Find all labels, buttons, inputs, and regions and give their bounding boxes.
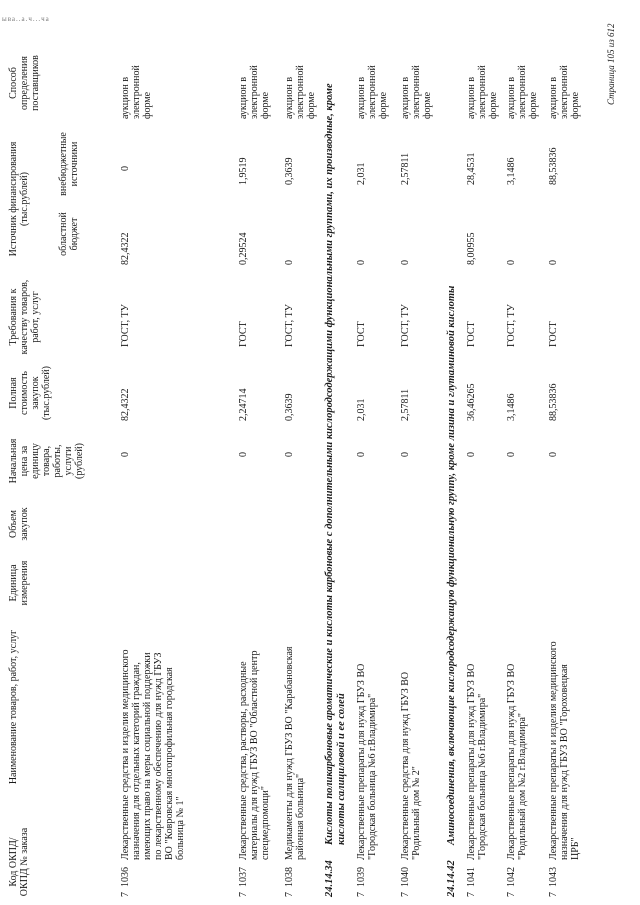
section-code: 24.14.34 [324, 860, 335, 897]
header-code: Код ОКПД/ ОКПД № заказа [8, 827, 30, 897]
row-number: 1037 [238, 867, 249, 887]
row-prefix: 7 [466, 892, 477, 897]
row-regional: 0 [548, 260, 559, 265]
row-price: 0 [284, 452, 295, 457]
header-req: Требования к качеству товаров, работ, услуг [8, 279, 41, 355]
row-regional: 0,29524 [238, 232, 249, 265]
row-number: 1036 [120, 867, 131, 887]
row-regional: 8,00955 [466, 232, 477, 265]
row-price: 0 [548, 452, 559, 457]
header-name: Наименование товаров, работ, услуг [8, 629, 19, 785]
row-price: 0 [238, 452, 249, 457]
header-price: Начальная цена за единицу товара, работы, услуги (рублей) [8, 438, 85, 484]
section-text: Аминосоединения, включающие кислородсодержащую функциональную группу, кроме лизина и глутаминовой кислоты [446, 285, 457, 845]
row-number: 1042 [506, 867, 517, 887]
row-number: 1041 [466, 867, 477, 887]
row-req: ГОСТ, ТУ [120, 304, 131, 347]
row-req: ГОСТ [356, 321, 367, 347]
row-total: 36,46265 [466, 383, 477, 421]
row-total: 82,4322 [120, 388, 131, 421]
row-prefix: 7 [506, 892, 517, 897]
row-regional: 0 [284, 260, 295, 265]
row-name: Лекарственные средства для нужд ГБУЗ ВО "Родильный дом № 2" [400, 671, 422, 860]
row-regional: 82,4322 [120, 232, 131, 265]
row-method: аукцион в электронной форме [400, 65, 433, 119]
row-price: 0 [120, 452, 131, 457]
row-req: ГОСТ [238, 321, 249, 347]
row-prefix: 7 [120, 892, 131, 897]
scan-noise: ыва..а.ч...ча [2, 15, 50, 23]
row-name: Медикаменты для нужд ГБУЗ ВО "Карабановская районная больница" [284, 646, 306, 860]
section-text: Кислоты поликарбоновые ароматические и кислоты карбоновые с дополнительными кислородсодержащими функциональными группами, их производные, кроме кислоты салициловой и ее солей [324, 83, 347, 845]
header-extra: внебюджетные источники [58, 132, 80, 196]
row-extra: 1,9519 [238, 157, 249, 185]
row-name: Лекарственные средства, растворы, расходные материалы для нужд ГБУЗ ВО "Областной центр спецмедпомощи" [238, 650, 271, 860]
row-number: 1039 [356, 867, 367, 887]
page-number: Страница 105 из 612 [606, 23, 616, 105]
row-price: 0 [356, 452, 367, 457]
row-number: 1038 [284, 867, 295, 887]
header-unit: Единица измерения [8, 560, 30, 606]
row-req: ГОСТ, ТУ [506, 304, 517, 347]
row-number: 1043 [548, 867, 559, 887]
row-total: 0,3639 [284, 393, 295, 421]
row-regional: 0 [356, 260, 367, 265]
row-price: 0 [400, 452, 411, 457]
row-extra: 0 [120, 166, 131, 171]
row-method: аукцион в электронной форме [238, 65, 271, 119]
row-name: Лекарственные средства и изделия медицинского назначения для отдельных категорий граждан, имеющих право на меры социальной поддержки по лекарственному обеспечению для нужд ГБУЗ ВО "Ковровская многопрофильная городская больница № 1" [120, 649, 186, 860]
row-total: 2,031 [356, 398, 367, 421]
row-total: 2,57811 [400, 388, 411, 421]
row-req: ГОСТ [466, 321, 477, 347]
row-prefix: 7 [400, 892, 411, 897]
row-prefix: 7 [548, 892, 559, 897]
row-extra: 2,031 [356, 162, 367, 185]
row-extra: 88,53836 [548, 147, 559, 185]
row-price: 0 [466, 452, 477, 457]
row-method: аукцион в электронной форме [284, 65, 317, 119]
row-name: Лекарственные препараты для нужд ГБУЗ ВО "Родильный дом №2 г.Владимира" [506, 663, 528, 860]
section-code: 24.14.42 [446, 860, 457, 897]
header-volume: Объем закупок [8, 507, 30, 541]
row-extra: 2,57811 [400, 152, 411, 185]
row-req: ГОСТ, ТУ [400, 304, 411, 347]
row-name: Лекарственные препараты и изделия медицинского назначения для нужд ГБУЗ ВО "Гороховецкая ЦРБ" [548, 641, 581, 860]
row-regional: 0 [506, 260, 517, 265]
row-method: аукцион в электронной форме [356, 65, 389, 119]
row-method: аукцион в электронной форме [466, 65, 499, 119]
row-extra: 28,4531 [466, 152, 477, 185]
row-req: ГОСТ [548, 321, 559, 347]
row-method: аукцион в электронной форме [548, 65, 581, 119]
row-number: 1040 [400, 867, 411, 887]
row-extra: 0,3639 [284, 157, 295, 185]
header-method: Способ определения поставщиков [8, 55, 41, 111]
row-price: 0 [506, 452, 517, 457]
row-method: аукцион в электронной форме [506, 65, 539, 119]
row-name: Лекарственные препараты для нужд ГБУЗ ВО "Городская больница №6 г.Владимира" [466, 663, 488, 860]
row-prefix: 7 [356, 892, 367, 897]
row-name: Лекарственные препараты для нужд ГБУЗ ВО "Городская больница №6 г.Владимира" [356, 663, 378, 860]
row-prefix: 7 [238, 892, 249, 897]
header-total: Полная стоимость закупок (тыс.рублей) [8, 365, 52, 421]
row-regional: 0 [400, 260, 411, 265]
row-extra: 3,1486 [506, 157, 517, 185]
row-prefix: 7 [284, 892, 295, 897]
row-req: ГОСТ, ТУ [284, 304, 295, 347]
row-total: 3,1486 [506, 393, 517, 421]
row-total: 2,24714 [238, 388, 249, 421]
header-funding: Источник финансирования (тыс.рублей) [8, 141, 30, 257]
row-total: 88,53836 [548, 383, 559, 421]
row-method: аукцион в электронной форме [120, 65, 153, 119]
header-regional: областной бюджет [58, 212, 80, 256]
